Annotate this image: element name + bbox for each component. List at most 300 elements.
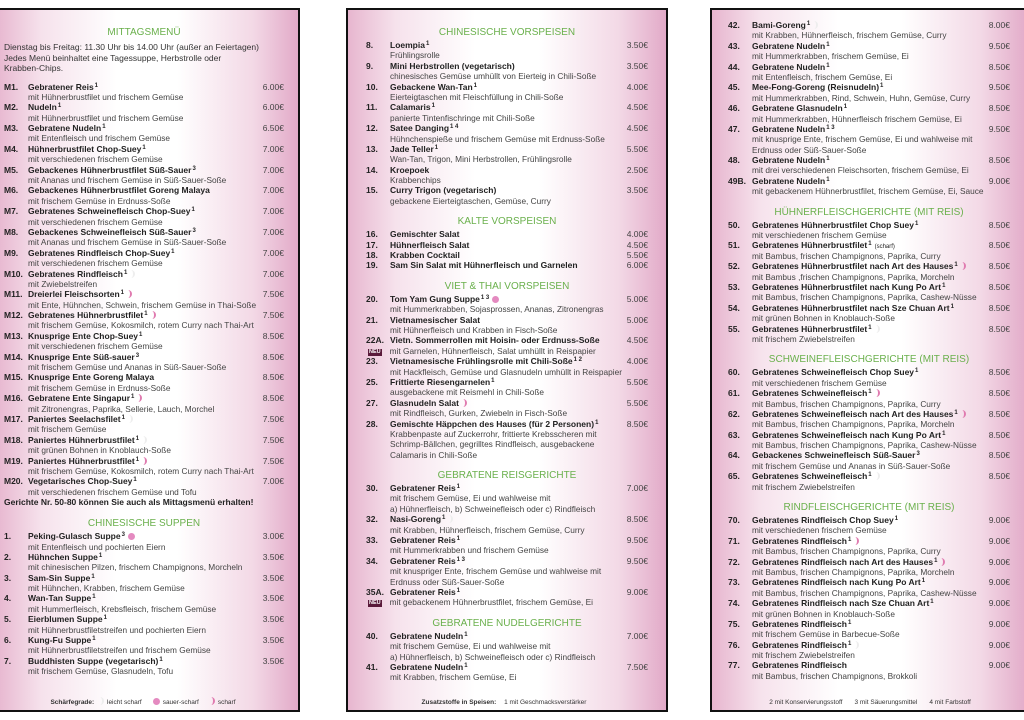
menu-item [4, 289, 284, 310]
additive-footnote: 1 [102, 124, 106, 131]
item-name-text: Hühnchen Suppe [28, 551, 98, 562]
item-description [728, 567, 1010, 577]
item-price: 4.00€ [626, 81, 648, 92]
hot-spicy-icon [875, 389, 880, 397]
item-description [4, 583, 284, 593]
menu-item [4, 635, 284, 656]
item-price: 8.00€ [988, 20, 1010, 30]
description-text: mit Entenfleisch, frischem Gemüse, Ei [752, 71, 893, 82]
item-name-text: Gebratene Glasnudeln [752, 103, 843, 114]
additive-note: 4 mit Farbstoff [929, 699, 971, 706]
additive-footnote: 1 [135, 435, 140, 442]
item-name [752, 640, 980, 650]
item-name-text: Gebratenes Rindfleisch nach Art des Hauses [752, 556, 934, 567]
description-text: mit verschiedenen frischem Gemüse [752, 230, 887, 241]
item-price: 8.50€ [988, 240, 1010, 251]
item-description [728, 609, 1010, 619]
item-description [728, 72, 1010, 82]
menu-item [366, 335, 648, 356]
item-price: 8.50€ [988, 219, 1010, 230]
item-name-text: Peking-Gulasch Suppe [28, 531, 121, 542]
additive-footnote: 1 [473, 82, 478, 89]
item-name-text: Knusprige Ente Goreng Malaya [28, 372, 155, 383]
menu-item-header [728, 367, 1010, 377]
menu-item [728, 220, 1010, 241]
menu-item [4, 185, 284, 206]
item-name [752, 409, 980, 419]
item-description [366, 577, 648, 587]
item-number: 22A. [366, 335, 384, 346]
item-price: 8.50€ [988, 261, 1010, 272]
item-price: 2.50€ [626, 164, 648, 175]
item-name [28, 123, 254, 133]
additive-footnote: 1 [142, 144, 146, 151]
item-price: 9.50€ [988, 40, 1010, 51]
menu-item-header [728, 536, 1010, 546]
item-number: M11. [4, 289, 23, 300]
item-name-text: Paniertes Seelachsfilet [28, 414, 121, 424]
additive-footnote: 1 [826, 156, 830, 163]
additive-footnote: 1 3 [456, 556, 466, 563]
item-description [728, 525, 1010, 535]
item-description [4, 487, 284, 497]
menu-item-header [4, 310, 284, 320]
item-description [366, 641, 648, 651]
item-number: M12. [4, 310, 23, 321]
item-name [390, 631, 618, 641]
legend-text: leicht scharf [107, 699, 142, 706]
item-name [752, 577, 980, 587]
menu-item [4, 593, 284, 614]
item-name-text: Dreierlei Fleischsorten [28, 289, 120, 300]
description-text: chinesisches Gemüse umhüllt von Eierteig in Chili-Soße [390, 71, 597, 82]
item-number: 4. [4, 593, 12, 604]
item-name-text: Gebratenes Rindfleisch nach Sze Chuan Art [752, 598, 930, 609]
description-text: mit Krabben, frischem Gemüse, Ei [390, 672, 517, 683]
item-name-text: Gebratenes Rindfleisch [752, 618, 847, 629]
menu-item-header [366, 631, 648, 641]
item-description [4, 196, 284, 206]
description-text: mit Hackfleisch, Gemüse und Glasnudeln umhüllt in Reispapier [390, 366, 622, 377]
item-description [366, 196, 648, 206]
menu-item-header [366, 229, 648, 239]
item-name [28, 144, 254, 154]
item-name-text: Mini Herbstrollen (vegetarisch) [390, 60, 515, 71]
hot-spicy-icon [854, 537, 859, 545]
menu-item-header [728, 619, 1010, 629]
item-name-text: Gebratener Reis [390, 483, 456, 494]
menu-item-header [4, 531, 284, 541]
description-text: mit Entenfleisch und frischem Gemüse [28, 133, 171, 144]
new-badge: NEU [369, 348, 381, 355]
additive-footnote: 1 [120, 290, 124, 297]
menu-item-header [366, 556, 648, 566]
item-name [390, 144, 618, 154]
description-text: mit Entenfleisch und pochierten Eiern [28, 541, 166, 552]
item-description [728, 419, 1010, 429]
menu-item [4, 206, 284, 227]
item-name-text: Gebratenes Rindfleisch [752, 639, 847, 650]
item-name-text: Gebratenes Rindfleisch [752, 535, 847, 546]
menu-item-header [4, 102, 284, 112]
description-text: mit Hummerkrabben und frischem Gemüse [390, 545, 549, 556]
item-description [366, 134, 648, 144]
item-price: 7.50€ [626, 661, 648, 672]
mild-spicy-icon [142, 436, 147, 444]
item-price: 4.50€ [626, 102, 648, 113]
menu-item [728, 388, 1010, 409]
mild-spicy-icon [875, 325, 880, 333]
description-text: mit Hühnerbrustfilet und frischem Gemüse [28, 112, 184, 123]
description-text: a) Hühnerfleisch, b) Schweinefleisch oder c) Rindfleisch [390, 503, 596, 514]
item-number: 9. [366, 60, 374, 71]
item-description [4, 300, 284, 310]
menu-item-header [366, 240, 648, 250]
menu-item [4, 372, 284, 393]
item-name-text: Gebratene Nudeln [752, 155, 826, 166]
item-number: 64. [728, 450, 740, 461]
menu-item-header [728, 62, 1010, 72]
menu-item [4, 456, 284, 477]
menu-item [4, 531, 284, 552]
item-name [28, 82, 254, 92]
item-price: 3.50€ [262, 572, 284, 583]
item-name-text: Gebratenes Hühnerbrustfilet nach Sze Chuan Art [752, 302, 950, 313]
description-text: mit Zitronengras, Paprika, Sellerie, Lauch, Morchel [28, 403, 215, 414]
item-price: 3.50€ [626, 40, 648, 50]
menu-item [728, 82, 1010, 103]
menu-item [4, 414, 284, 435]
menu-item [366, 240, 648, 250]
description-text: mit verschiedenen frischem Gemüse [752, 377, 887, 388]
item-price: 8.50€ [988, 450, 1010, 461]
item-number: M1. [4, 81, 19, 92]
item-name [752, 176, 980, 186]
menu-item [728, 261, 1010, 282]
additive-footnote: 1 [456, 484, 461, 491]
additive-footnote: 1 [191, 207, 195, 214]
item-description [4, 258, 284, 268]
item-name-text: Gebratenes Hühnerbrustfilet [28, 310, 144, 321]
item-description [4, 92, 284, 102]
mild-spicy-icon [854, 641, 859, 649]
item-name-text: Kung-Fu Suppe [28, 635, 92, 646]
menu-item [728, 598, 1010, 619]
page-footer [0, 697, 298, 707]
menu-item-header [728, 557, 1010, 567]
menu-item-header [366, 294, 648, 304]
menu-page-starters-rice [346, 8, 668, 712]
additive-footnote: 1 [456, 587, 461, 594]
item-name [28, 248, 254, 258]
item-name-text: Tom Yam Gung Suppe [390, 293, 480, 304]
menu-item-header [4, 635, 284, 645]
menu-item-header [728, 430, 1010, 440]
item-price: 8.50€ [626, 418, 648, 429]
menu-item-header [366, 377, 648, 387]
menu-item [728, 577, 1010, 598]
item-number: 11. [366, 102, 378, 113]
item-price: 7.00€ [262, 247, 284, 258]
description-text: mit Hummerkrabben, Sojasprossen, Ananas, Zitronengras [390, 304, 604, 315]
menu-item-header [4, 456, 284, 466]
hot-spicy-icon [940, 558, 945, 566]
item-price: 9.00€ [626, 586, 648, 597]
item-number: 49B. [728, 175, 746, 186]
item-name [390, 587, 618, 597]
item-description [4, 341, 284, 351]
item-name [28, 456, 254, 466]
menu-item-header [366, 144, 648, 154]
item-name-text: Sam-Sin Suppe [28, 572, 91, 583]
item-name-text: Gebackenes Hühnerbrustfilet Goreng Malaya [28, 185, 210, 196]
menu-item [728, 282, 1010, 303]
item-description [366, 325, 648, 335]
item-price: 8.50€ [262, 372, 284, 383]
description-text: mit Garnelen, Hühnerfleisch, Salat umhüllt in Reispapier [389, 345, 596, 356]
item-number: 70. [728, 515, 740, 526]
item-name-text: Gebratenes Hühnerbrustfilet nach Kung Po Art [752, 281, 942, 292]
menu-item [728, 155, 1010, 176]
item-description [4, 175, 284, 185]
item-name-text: Curry Trigon (vegetarisch) [390, 185, 497, 196]
menu-item-header [728, 303, 1010, 313]
item-number: M2. [4, 102, 19, 113]
intro-line: Jedes Menü beinhaltet eine Tagessuppe, Herbstrolle oder [4, 52, 222, 63]
additive-footnote: 1 [94, 82, 99, 89]
item-name [28, 531, 254, 541]
item-price: 9.00€ [988, 175, 1010, 186]
additive-footnote: 1 [894, 516, 899, 523]
item-name [28, 372, 254, 382]
menu-item [4, 614, 284, 635]
item-name [390, 294, 618, 304]
legend-text: sauer-scharf [162, 699, 199, 706]
item-name [752, 450, 980, 460]
description-text: mit Krabben, Hühnerfleisch, frischem Gemüse, Curry [390, 524, 585, 535]
item-price: 4.50€ [626, 239, 648, 250]
item-name-text: Gebratenes Rindfleisch nach Kung Po Art [752, 577, 921, 588]
menu-item [4, 165, 284, 186]
item-name [28, 331, 254, 341]
menu-item [4, 82, 284, 103]
item-price: 8.50€ [988, 471, 1010, 482]
item-description [366, 597, 648, 607]
item-price: 4.50€ [626, 123, 648, 134]
description-text: ausgebackene mit Reismehl in Chili-Soße [390, 387, 545, 398]
section-title: HÜHNERFLEISCHGERICHTE (MIT REIS) [774, 206, 964, 218]
item-description [366, 525, 648, 535]
menu-item [4, 310, 284, 331]
item-name [752, 619, 980, 629]
menu-item [4, 248, 284, 269]
menu-item [366, 514, 648, 535]
additive-footnote: 1 [942, 282, 946, 289]
menu-item-header [4, 269, 284, 279]
item-number: 28. [366, 418, 378, 429]
item-description [366, 346, 648, 356]
menu-item [366, 419, 648, 461]
description-text: mit Hummerkrabben, Hühnerfleisch frischem Gemüse, Ei [752, 113, 962, 124]
item-number: M6. [4, 185, 19, 196]
menu-item [4, 476, 284, 497]
additive-footnote: 1 [942, 430, 946, 437]
description-text: mit frischem Gemüse in Barbecue-Soße [752, 629, 900, 640]
item-name-text: Gebackenes Schweinefleisch Süß-Sauer [752, 450, 916, 461]
item-price: 3.00€ [262, 531, 284, 542]
additive-footnote: 1 [954, 262, 958, 269]
item-description [366, 50, 648, 60]
menu-item-header [366, 419, 648, 429]
item-number: 19. [366, 260, 378, 271]
item-name-text: Gebratenes Rindfleisch Chop Suey [752, 515, 894, 526]
item-description [366, 545, 648, 555]
additive-footnote: 1 [434, 144, 439, 151]
section-title: GEBRATENE NUDELGERICHTE [432, 617, 582, 629]
item-name-text: Gebratenes Rindfleisch [752, 660, 847, 671]
menu-item [728, 124, 1010, 155]
menu-item-header [4, 352, 284, 362]
item-name-text: Hühnerbrustfilet Chop-Suey [28, 143, 142, 154]
item-price: 9.00€ [988, 618, 1010, 629]
item-number: 34. [366, 555, 378, 566]
description-text: mit Bambus, frischen Champignons, Paprika, Curry [752, 398, 941, 409]
menu-item [366, 535, 648, 556]
hot-spicy-icon [127, 290, 132, 298]
item-description [728, 313, 1010, 323]
item-description [4, 466, 284, 476]
menu-item [4, 227, 284, 248]
item-description [366, 387, 648, 397]
item-name-text: Buddhisten Suppe (vegetarisch) [28, 655, 159, 666]
item-name [390, 335, 618, 345]
item-price: 3.50€ [262, 614, 284, 625]
item-description [4, 217, 284, 227]
menu-item-header [366, 662, 648, 672]
item-price: 5.00€ [626, 314, 648, 325]
item-description [728, 671, 1010, 681]
item-number: 51. [728, 240, 740, 251]
menu-intro [4, 42, 284, 74]
menu-item-header [728, 220, 1010, 230]
item-name-text: Gebratenes Rindfleisch Chop-Suey [28, 247, 171, 258]
item-price: 8.50€ [626, 514, 648, 525]
item-price: 8.50€ [988, 367, 1010, 378]
item-name-text: Kroepoek [390, 164, 430, 175]
item-name [752, 324, 980, 334]
item-number: 50. [728, 219, 740, 230]
menu-item-header [4, 206, 284, 216]
item-name [28, 102, 254, 112]
menu-item-header [366, 356, 648, 366]
item-name [390, 102, 618, 112]
additive-footnote: 1 [843, 104, 848, 111]
item-number: 77. [728, 660, 740, 671]
menu-item [728, 324, 1010, 345]
item-name-text: Gebratene Nudeln [752, 175, 826, 186]
item-number: 47. [728, 123, 740, 134]
item-price: 3.50€ [262, 635, 284, 646]
mild-spicy-icon [875, 472, 880, 480]
item-name [390, 229, 618, 239]
additive-footnote: 3 [192, 165, 196, 172]
additive-footnote: 1 [868, 472, 872, 479]
page-footer [712, 698, 1024, 707]
item-number: 17. [366, 239, 378, 250]
item-name [752, 220, 980, 230]
menu-item [366, 123, 648, 144]
additive-footnote: 1 [826, 62, 830, 69]
item-number: 46. [728, 103, 740, 114]
menu-item-header [366, 185, 648, 195]
description-text: panierte Tintenfischringe mit Chili-Soße [390, 112, 535, 123]
item-name-text: Krabben Cocktail [390, 250, 460, 261]
item-description [728, 546, 1010, 556]
menu-item [728, 367, 1010, 388]
item-price: 7.50€ [262, 455, 284, 466]
item-name [752, 41, 980, 51]
item-number: 75. [728, 618, 740, 629]
item-name-text: Sam Sin Salat mit Hühnerfleisch und Garnelen [390, 260, 578, 271]
item-number: 53. [728, 281, 740, 292]
description-text: gebackene Eierteigtaschen, Gemüse, Curry [390, 195, 551, 206]
additive-footnote: 1 4 [450, 124, 459, 131]
description-text: mit frischem Gemüse, Ei und wahlweise mit [390, 641, 551, 652]
description-text: mit Hühnerbrustfiletstreifen und frischem Gemüse [28, 645, 211, 656]
item-name [752, 240, 980, 250]
item-description [4, 625, 284, 635]
item-description [728, 440, 1010, 450]
item-name [752, 471, 980, 481]
menu-item-header [4, 248, 284, 258]
description-text: Schrimp-Bällchen, gegrilltes Rindfleisch, ausgebackene [390, 439, 595, 450]
additive-footnote: 1 3 [480, 294, 490, 301]
item-name [28, 393, 254, 403]
item-name [752, 536, 980, 546]
item-name [28, 269, 254, 279]
item-number: M4. [4, 143, 19, 154]
menu-item [728, 20, 1010, 41]
menu-item [728, 557, 1010, 578]
item-description [4, 424, 284, 434]
item-name [752, 82, 980, 92]
mild-spicy-icon [128, 415, 133, 423]
item-description [4, 154, 284, 164]
additive-footnote: 1 [135, 456, 140, 463]
item-name-text: Mee-Fong-Goreng (Reisnudeln) [752, 82, 880, 93]
item-name [28, 310, 254, 320]
menu-item [728, 619, 1010, 640]
item-number: 65. [728, 471, 740, 482]
menu-item-header [4, 82, 284, 92]
item-description [366, 566, 648, 576]
item-description [728, 93, 1010, 103]
item-name-text: Frittierte Riesengarnelen [390, 376, 491, 387]
menu-item-header [4, 144, 284, 154]
item-name [752, 367, 980, 377]
item-description [728, 114, 1010, 124]
item-price: 8.50€ [988, 429, 1010, 440]
menu-item-header [366, 123, 648, 133]
menu-item-header [4, 165, 284, 175]
description-text: Erdnuss oder Süß-Sauer-Soße [390, 576, 505, 587]
menu-item [366, 356, 648, 377]
item-number: 72. [728, 556, 740, 567]
item-price: 9.00€ [988, 639, 1010, 650]
item-number: 1. [4, 531, 12, 542]
description-text: mit verschiedenen frischem Gemüse [28, 258, 163, 269]
item-name-text: Nudeln [28, 102, 57, 113]
